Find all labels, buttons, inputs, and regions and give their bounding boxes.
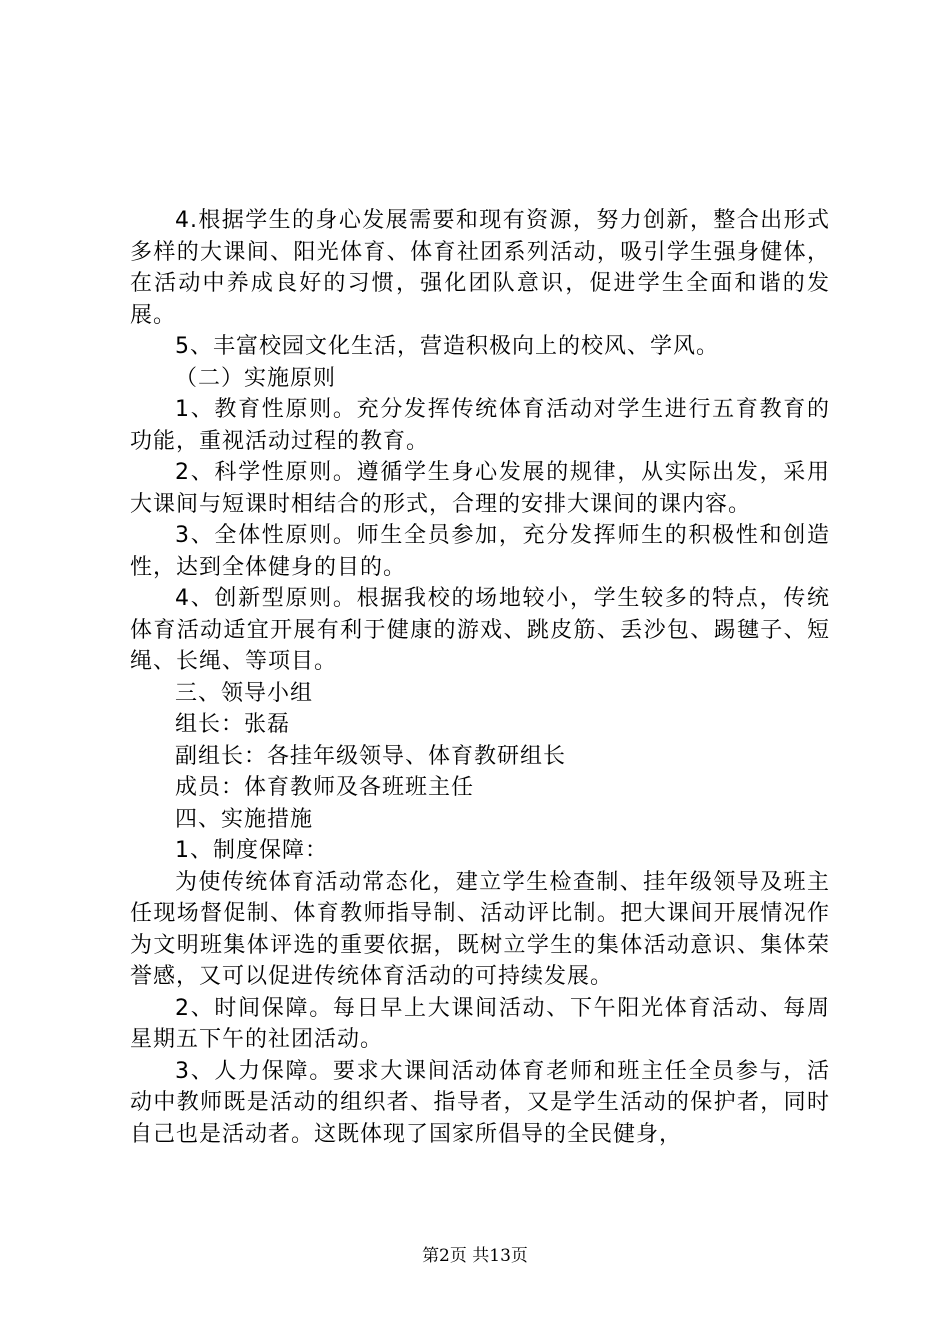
deputy-leader-line: 副组长：各挂年级领导、体育教研组长 — [175, 743, 567, 769]
members-line: 成员：体育教师及各班班主任 — [175, 775, 475, 800]
heading-leadership: 三、领导小组 — [175, 680, 314, 706]
measure-1-title: 1、制度保障： — [175, 838, 328, 863]
document-body — [130, 205, 830, 1150]
paragraph-principle-2: 2、科学性原则。遵循学生身心发展的规律，从实际出发，采用大课间与短课时相结合的形式，合理的安排大课间的课内容。 — [130, 460, 830, 517]
paragraph-measure-2: 2、时间保障。每日早上大课间活动、下午阳光体育活动、每周星期五下午的社团活动。 — [130, 995, 830, 1052]
page-footer: 第2页 共13页 — [422, 1246, 528, 1266]
paragraph-principle-3: 3、全体性原则。师生全员参加，充分发挥师生的积极性和创造性，达到全体健身的目的。 — [130, 523, 830, 580]
paragraph-principle-1: 1、教育性原则。充分发挥传统体育活动对学生进行五育教育的功能，重视活动过程的教育。 — [130, 397, 830, 454]
paragraph-goal-4: 4.根据学生的身心发展需要和现有资源，努力创新，整合出形式多样的大课间、阳光体育、体育社团系列活动，吸引学生强身健体，在活动中养成良好的习惯，强化团队意识，促进学生全面和谐的发展。 — [130, 208, 830, 328]
heading-measures: 四、实施措施 — [175, 806, 314, 832]
heading-principles: （二）实施原则 — [175, 365, 337, 391]
paragraph-measure-3: 3、人力保障。要求大课间活动体育老师和班主任全员参与，活动中教师既是活动的组织者、指导者，又是学生活动的保护者，同时自己也是活动者。这既体现了国家所倡导的全民健身， — [130, 1058, 830, 1147]
paragraph-goal-5: 5、丰富校园文化生活，营造积极向上的校风、学风。 — [175, 334, 719, 359]
paragraph-measure-1: 为使传统体育活动常态化，建立学生检查制、挂年级领导及班主任现场督促制、体育教师指导制、活动评比制。把大课间开展情况作为文明班集体评选的重要依据，既树立学生的集体活动意识、集体荣誉感，又可以促进传统体育活动的可持续发展。 — [130, 869, 830, 989]
paragraph-principle-4: 4、创新型原则。根据我校的场地较小，学生较多的特点，传统体育活动适宜开展有利于健康的游戏、跳皮筋、丢沙包、踢毽子、短绳、长绳、等项目。 — [130, 586, 830, 674]
leader-line: 组长：张磊 — [175, 712, 291, 737]
